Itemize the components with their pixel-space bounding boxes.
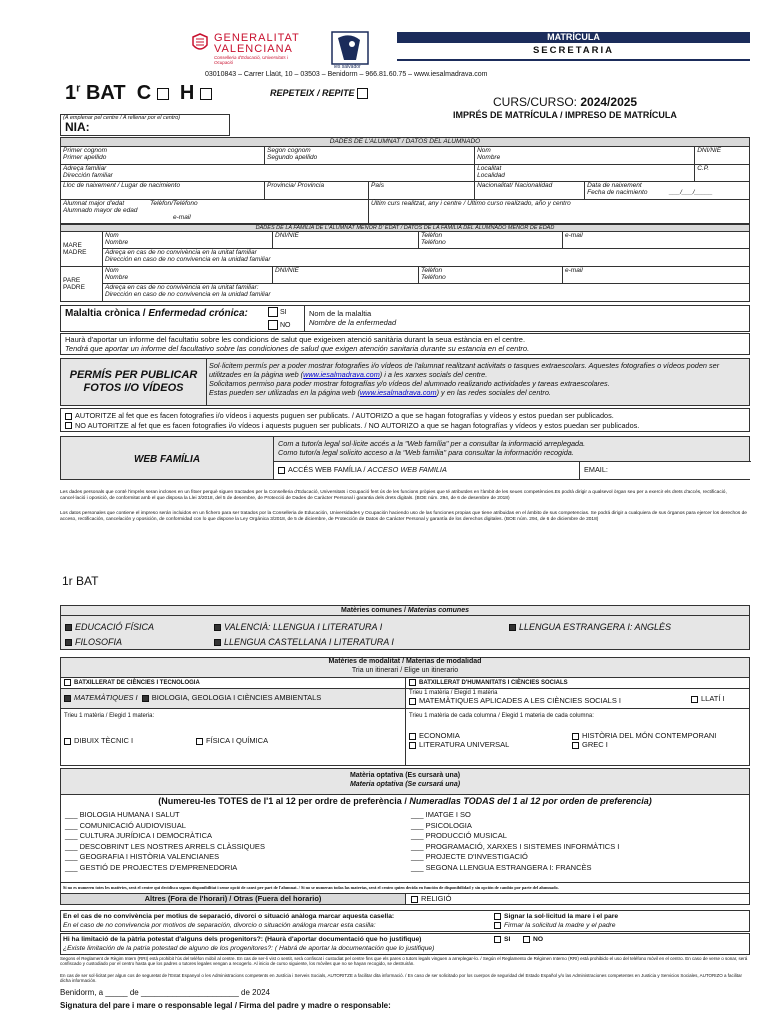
optativa-subject-label: SEGONA LLENGUA ESTRANGERA I: FRANCÈS bbox=[425, 862, 592, 872]
mare-telefon-field[interactable]: Telèfon Teléfono bbox=[419, 232, 563, 249]
optativa-left-item[interactable] bbox=[65, 852, 265, 863]
preference-number-blank[interactable]: ___ bbox=[65, 862, 80, 872]
mare-adreca-field[interactable]: Adreça en cas de no convivència en la unitat familiar Dirección en caso de no convivencia en la unidad familiar bbox=[103, 249, 750, 267]
preference-number-blank[interactable]: ___ bbox=[65, 852, 80, 861]
nia-label: NIA: bbox=[65, 120, 90, 134]
cp-field[interactable]: C.P. bbox=[695, 165, 750, 182]
angles-checkbox bbox=[509, 624, 516, 631]
optativa-subject-label: PROGRAMACIÓ, XARXES I SISTEMES INFORMÀTICS I bbox=[425, 841, 620, 851]
provincia-field[interactable]: Provincia/ Provincia bbox=[265, 182, 369, 200]
web-familia-section bbox=[60, 436, 750, 480]
historia-option[interactable]: HISTÒRIA DEL MÓN CONTEMPORANI bbox=[572, 731, 716, 740]
malaltia-si-option[interactable]: SI bbox=[268, 307, 287, 317]
humanitats-col1 bbox=[409, 731, 509, 749]
humanitats-col2 bbox=[572, 731, 716, 749]
course-title: 1$^r$ BAT C H bbox=[65, 82, 212, 105]
dni-field[interactable]: DNI/NIE bbox=[695, 147, 750, 165]
malaltia-section bbox=[60, 305, 750, 332]
curs-year: 2024/2025 bbox=[580, 95, 638, 109]
repeteix-checkbox[interactable] bbox=[357, 88, 368, 99]
optativa-left-item[interactable] bbox=[65, 810, 265, 821]
materies-modalitat-section bbox=[60, 657, 750, 766]
grec-option[interactable]: GREC I bbox=[572, 740, 716, 749]
preference-number-blank[interactable]: ___ bbox=[411, 831, 426, 840]
mare-label: MARE MADRE bbox=[61, 232, 103, 267]
preference-number-blank[interactable]: ___ bbox=[411, 852, 426, 861]
school-address: 03010843 – Carrer Llaüt, 10 – 03503 – Benidorm – 966.81.60.75 – www.iesalmadrava.com bbox=[205, 71, 488, 78]
preference-number-blank[interactable]: ___ bbox=[411, 841, 426, 851]
fisica-option[interactable]: FÍSICA I QUÍMICA bbox=[196, 736, 268, 745]
pare-email-field[interactable]: e-mail bbox=[563, 267, 750, 284]
generalitat-emblem-icon bbox=[190, 33, 210, 55]
optativa-heading: Matèria optativa (Es cursarà una) Materia optativa (Se cursará una) bbox=[61, 769, 749, 795]
optativa-subject-label: COMUNICACIÓ AUDIOVISUAL bbox=[79, 820, 186, 830]
nom-field[interactable]: Nom Nombre bbox=[475, 147, 695, 165]
humanitats-trieu-2: Trieu 1 matèria de cada columna / Elegid 1 materia de cada columna: bbox=[409, 713, 594, 719]
pais-field[interactable]: País bbox=[369, 182, 475, 200]
optativa-right-item[interactable] bbox=[411, 810, 619, 821]
web-familia-email-field[interactable]: EMAIL: bbox=[579, 461, 751, 479]
adreca-field[interactable]: Adreça familiar Dirección familiar bbox=[61, 165, 475, 182]
mare-email-field[interactable]: e-mail bbox=[563, 232, 750, 249]
mat1-checkbox bbox=[64, 695, 71, 702]
signature-date-line[interactable]: Benidorm, a _____ de ______________________ de 2024 bbox=[60, 988, 270, 997]
materies-comunes-section bbox=[60, 605, 750, 650]
pare-nom-field[interactable]: Nom Nombre bbox=[103, 267, 273, 284]
altres-row bbox=[60, 894, 750, 905]
student-data-heading: DADES DE L'ALUMNAT / DATOS DEL ALUMNADO bbox=[61, 138, 750, 147]
gv-name-1: GENERALITAT bbox=[214, 32, 300, 44]
optativa-left-list bbox=[65, 810, 265, 873]
preference-number-blank[interactable]: ___ bbox=[65, 810, 80, 819]
optativa-subject-label: CULTURA JURÍDICA I DEMOCRÀTICA bbox=[79, 831, 212, 840]
comuna-valencia: VALENCIÀ: LLENGUA I LITERATURA I bbox=[214, 622, 382, 632]
optativa-right-item[interactable] bbox=[411, 842, 619, 853]
ultim-curs-field[interactable]: Últim curs realitzat, any i centre / Último curso realizado, año y centro bbox=[369, 200, 750, 224]
optativa-right-item[interactable] bbox=[411, 831, 619, 842]
school-website-link[interactable]: www.iesalmadrava.com bbox=[303, 370, 380, 379]
mare-nom-field[interactable]: Nom Nombre bbox=[103, 232, 273, 249]
nia-note: (A emplenar pel centre / A rellenar por el centro) bbox=[63, 115, 181, 121]
biologia-checkbox bbox=[142, 695, 149, 702]
school-mark: ies salvador bbox=[334, 64, 361, 70]
economia-option[interactable]: ECONOMIA bbox=[409, 731, 509, 740]
ciencies-checkbox[interactable] bbox=[64, 679, 71, 686]
student-data-section bbox=[60, 137, 750, 224]
literatura-option[interactable]: LITERATURA UNIVERSAL bbox=[409, 740, 509, 749]
materia-optativa-section bbox=[60, 768, 750, 894]
course-h-checkbox[interactable] bbox=[200, 88, 212, 100]
permis-fotos-section bbox=[60, 358, 750, 406]
separacio-answer bbox=[494, 912, 618, 930]
autoritze-options bbox=[60, 408, 750, 432]
signature-label: Signatura del pare i mare o responsable legal / Firma del padre y madre o responsable: bbox=[60, 1001, 391, 1010]
optativa-subject-label: DESCOBRINT LES NOSTRES ARRELS CLÀSSIQUES bbox=[79, 841, 265, 851]
optativa-right-item[interactable] bbox=[411, 852, 619, 863]
patria-potestat-section bbox=[60, 933, 750, 955]
segon-cognom-field[interactable]: Segon cognom Segundo apellido bbox=[265, 147, 475, 165]
permis-text: Sol·licitem permís per a poder mostrar fotografies i/o vídeos de l'alumnat realitzant activitats o tasques extraescolars. Aquestes fotografies o vídeos poden ser utilitzades en la pàgina web (www.iesalmadrava.com) i a les xarxes socials del centre. Solicitamos permiso para poder mostrar fotografías y/o vídeos del alumnado realizando actividades y tareas extraescolares. Estas pueden ser utilizadas en la página web (www.iesalmadrava.com) y en las redes sociales del centro. bbox=[206, 359, 751, 405]
no-autoritze-checkbox[interactable] bbox=[65, 422, 72, 429]
religio-option[interactable]: RELIGIÓ bbox=[411, 894, 451, 904]
optativa-subject-label: PRODUCCIÓ MUSICAL bbox=[425, 831, 507, 840]
autoritze-checkbox[interactable] bbox=[65, 413, 72, 420]
legal-text-es: Los datos personales que contiene el impreso serán incluidos en un fichero para ser tratados por la Conselleria de Educación, Universidades y Ocupación haciendo uso de las funciones propias que tiene atribuidas en el ámbito de sus competencias. Se podrá dirigir a cualquiera de sus órganos para ejercer los derechos de acceso, rectificación, cancelación y oposición, de conformidad con lo que dispone la Ley Orgánica 3/2018, de 5 de diciembre, de Protección de Datos de Carácter Personal y garantía de los derechos digitales. (BOE núm. 294, de 6 de diciembre de 2018) bbox=[60, 511, 747, 522]
web-familia-access-option[interactable]: ACCÉS WEB FAMÍLIA / ACCESO WEB FAMILIA bbox=[273, 461, 579, 479]
family-data-section bbox=[60, 224, 750, 302]
patria-potestat-question: Hi ha limitació de la pàtria potestat d'alguns dels progenitors?: (Haurà d'aportar documentació que ho justifique) ¿Existe limitación de la patria potestad de alguno de los progenitores?: ( Habrá de aportar la documentación que lo justifique) bbox=[63, 936, 435, 952]
matricula-banner: MATRÍCULA bbox=[397, 32, 750, 43]
optativa-right-list bbox=[411, 810, 619, 873]
legal-text-val: Les dades personals que conté l'imprès seran incloses en un fitxer perquè siguen tractades per la Conselleria d'Educació, Universitats i Ocupació fent ús de les funcions pròpies que té atribuïdes en l'àmbit de les seues competències.Es podrà dirigir a qualsevol òrgan seu per a exercir els drets d'accés, rectificació, cancel·lació i oposició, de conformitat amb el que disposa la Llei 3/2018, del 5 de desembre, de Protecció de Dades de Caràcter Personal i garantia dels drets digitals. (BOE núm. 294, de 6 de desembre de 2018) bbox=[60, 490, 727, 501]
humanitats-column bbox=[406, 678, 749, 765]
curs-label: CURS/CURSO: 2024/2025 bbox=[493, 95, 638, 109]
grec-checkbox[interactable] bbox=[572, 742, 579, 749]
signar-mare-pare-checkbox[interactable] bbox=[494, 913, 501, 920]
malaltia-no-checkbox[interactable] bbox=[268, 320, 278, 330]
bat-heading: 1r BAT bbox=[62, 574, 99, 588]
modalitat-heading: Matèries de modalitat / Materias de modalidad Tria un itinerari / Elige un itinerario bbox=[61, 658, 749, 678]
nacionalitat-field[interactable]: Nacionalitat/ Nacionalidad bbox=[475, 182, 585, 200]
primer-cognom-field[interactable]: Primer cognom Primer apellido bbox=[61, 147, 265, 165]
optativa-left-item[interactable] bbox=[65, 842, 265, 853]
separacio-question: En el cas de no convivència per motius de separació, divorci o situació anàloga marcar aquesta casella: En el caso de no convivencia por motivos de separación, divorcio o situación análoga marcar esta casilla: bbox=[63, 913, 395, 929]
impres-title: IMPRÉS DE MATRÍCULA / IMPRESO DE MATRÍCULA bbox=[453, 110, 677, 120]
informe-medic-note: Haurà d'aportar un informe del facultatiu sobre les condicions de salut que exigeixen atenció sanitària durant la seua estància en el centre. Tendrá que aportar un informe del facultativo sobre las condiciones de salud que exigen atención sanitaria durante su estancia en el centro. bbox=[60, 333, 750, 355]
web-familia-checkbox[interactable] bbox=[278, 467, 285, 474]
web-familia-text: Com a tutor/a legal sol·licite accés a la "Web família" per a consultar la informació arreplegada. Como tutor/a legal solicito acceso a la "Web familia" para consultar la información recogida. bbox=[273, 437, 751, 461]
repeteix-label: REPETEIX / REPITE bbox=[270, 88, 368, 99]
malaltia-label: Malaltia crònica / Enfermedad crónica: bbox=[65, 308, 248, 319]
humanitats-option[interactable]: BATXILLERAT D'HUMANITATS I CIÈNCIES SOCIALS bbox=[406, 678, 749, 689]
permis-title: PERMÍS PER PUBLICAR FOTOS I/O VÍDEOS bbox=[69, 369, 198, 394]
optativa-right-item[interactable] bbox=[411, 821, 619, 832]
patria-si-checkbox[interactable] bbox=[494, 936, 501, 943]
valencia-checkbox bbox=[214, 624, 221, 631]
optativa-left-item[interactable] bbox=[65, 821, 265, 832]
web-familia-title: WEB FAMÍLIA bbox=[133, 454, 201, 465]
mat-aplicades-option[interactable]: MATEMÀTIQUES APLICADES A LES CIÈNCIES SOCIALS I bbox=[409, 696, 621, 705]
optativa-subject-label: IMATGE I SO bbox=[425, 810, 471, 819]
optativa-subject-label: GESTIÓ DE PROJECTES D'EMPRENEDORIA bbox=[79, 862, 238, 872]
educacio-fisica-checkbox bbox=[65, 624, 72, 631]
patria-no-checkbox[interactable] bbox=[523, 936, 530, 943]
altres-label: Altres (Fora de l'horari) / Otras (Fuera del horario) bbox=[61, 894, 406, 904]
pare-label: PARE PADRE bbox=[61, 267, 103, 302]
ciencies-column bbox=[61, 678, 406, 765]
security-authorization-text: En cas de ser sol·licitat per algun cos de seguretat de l'Estat Espanyol o les Administracions competents en Justícia i Serveis Socials, AUTORITZE a facilitar dita informació. / En caso de ser solicitado por los cuerpos de seguridad del Estado Español y/o las Administraciones competentes en Justicia y Servicios Sociales, AUTORIZO a facilitar dicha información. bbox=[60, 973, 743, 984]
autoritze-option[interactable]: AUTORITZE al fet que es facen fotografies i/o vídeos i aquests puguen ser publicats. / AUTORIZO a que se hagan fotografías y vídeos y estos puedan ser publicados. bbox=[65, 411, 745, 421]
dibuix-option[interactable]: DIBUIX TÈCNIC I bbox=[64, 736, 133, 745]
mobile-policy-text: Segons el Reglament de Règim Intern (RRI) està prohibit l'ús del telèfon mòbil al centre. En cas de ser-li vist o sentit, serà confiscat i custodiat pel centre fins que els pares o tutors legals vinguen a arreplegar-lo. / Según el Reglamento de Régimen Interno (RRI) está prohibido el uso del teléfono móvil en el centro. En caso de verse o sonar, será confiscado y custodiado por el centro hasta que los padres o tutores legales vengan a recogerlo. Al inicio de curso siguiente, los móviles que no se hayan recogido, se destruirán. bbox=[60, 956, 748, 967]
optativa-subject-label: GEOGRAFIA I HISTÒRIA VALENCIANES bbox=[79, 852, 220, 861]
optativa-subject-label: PSICOLOGIA bbox=[425, 820, 472, 830]
llati-option[interactable]: LLATÍ I bbox=[691, 695, 725, 703]
malaltia-no-option[interactable]: NO bbox=[268, 320, 290, 330]
castellana-checkbox bbox=[214, 639, 221, 646]
no-autoritze-option[interactable]: NO AUTORITZE al fet que es facen fotografies i/o vídeos i aquests puguen ser publicats. / NO AUTORIZO a que se hagan fotografías y vídeos y estos puedan ser publicados. bbox=[65, 421, 745, 431]
preference-number-blank[interactable]: ___ bbox=[411, 862, 426, 872]
optativa-instructions: (Numereu-les TOTES de l'1 al 12 per ordre de preferència / Numeradlas TODAS del 1 al 12 por orden de preferencia) bbox=[158, 796, 652, 806]
dibuix-checkbox[interactable] bbox=[64, 738, 71, 745]
preference-number-blank[interactable]: ___ bbox=[65, 820, 80, 830]
humanitats-trieu-1: Trieu 1 matèria / Elegid 1 matèria MATEMÀTIQUES APLICADES A LES CIÈNCIES SOCIALS I LLATÍ I bbox=[406, 689, 749, 709]
patria-potestat-no-option[interactable]: NO bbox=[523, 935, 543, 944]
optativa-left-item[interactable] bbox=[65, 863, 265, 874]
comuna-castellana: LLENGUA CASTELLANA I LITERATURA I bbox=[214, 637, 394, 647]
lloc-naixement-field[interactable]: Lloc de naixement / Lugar de nacimiento bbox=[61, 182, 265, 200]
comuna-educacio-fisica: EDUCACIÓ FÍSICA bbox=[65, 622, 154, 632]
secretaria-label: SECRETARIA bbox=[532, 45, 615, 56]
optativa-subject-label: PROJECTE D'INVESTIGACIÓ bbox=[425, 852, 528, 861]
preference-number-blank[interactable]: ___ bbox=[411, 820, 426, 830]
nia-box[interactable] bbox=[60, 114, 230, 136]
preference-number-blank[interactable]: ___ bbox=[65, 841, 80, 851]
signar-mare-pare-option[interactable]: Signar la sol·licitud la mare i el pare bbox=[494, 912, 618, 921]
optativa-right-item[interactable] bbox=[411, 863, 619, 874]
major-edat-field[interactable]: Alumnat major d'edat Telèfon/Teléfono Alumnado mayor de edad e-mail bbox=[61, 200, 369, 224]
ciencies-trieu-label: Trieu 1 matèria / Elegid 1 materia: bbox=[64, 713, 155, 719]
school-website-link-es[interactable]: www.iesalmadrava.com bbox=[359, 388, 437, 397]
fisica-checkbox[interactable] bbox=[196, 738, 203, 745]
family-data-heading: DADES DE LA FAMÍLIA DE L'ALUMNAT MENOR D' EDAT / DATOS DE LA FAMILIA DEL ALUMNADO MENOR DE EDAD bbox=[61, 225, 750, 232]
comuna-angles: LLENGUA ESTRANGERA I: ANGLÈS bbox=[509, 622, 671, 632]
gv-name-2: VALENCIANA bbox=[214, 43, 293, 55]
religio-checkbox[interactable] bbox=[411, 896, 418, 903]
optativa-subject-label: BIOLOGIA HUMANA I SALUT bbox=[79, 810, 180, 819]
firmar-madre-padre-checkbox[interactable] bbox=[494, 922, 501, 929]
localitat-field[interactable]: Localitat Localidad bbox=[475, 165, 695, 182]
firmar-madre-padre-option[interactable]: Firmar la solicitud la madre y el padre bbox=[494, 921, 618, 930]
pare-dni-field[interactable]: DNI/NIE bbox=[273, 267, 419, 284]
malaltia-nom-field[interactable]: Nom de la malaltia Nombre de la enfermedad bbox=[304, 306, 400, 331]
preference-number-blank[interactable]: ___ bbox=[65, 831, 80, 840]
mare-dni-field[interactable]: DNI/NIE bbox=[273, 232, 419, 249]
header-rule bbox=[397, 59, 750, 61]
separacio-section bbox=[60, 910, 750, 932]
pare-telefon-field[interactable]: Telèfon Teléfono bbox=[419, 267, 563, 284]
course-c-checkbox[interactable] bbox=[157, 88, 169, 100]
ciencies-option[interactable]: BATXILLERAT DE CIÈNCIES I TECNOLOGIA bbox=[61, 678, 405, 689]
preference-number-blank[interactable]: ___ bbox=[411, 810, 426, 819]
humanitats-checkbox[interactable] bbox=[409, 679, 416, 686]
comunes-heading: Matèries comunes / Materias comunes bbox=[61, 606, 749, 616]
optativa-left-item[interactable] bbox=[65, 831, 265, 842]
optativa-note: Si no es numeren totes les matèries, serà el centre qui decidisca segons disponibilitat i sense opció de canvi per part de l'alumnat. / Si no se numeran todas las materias, será el centro quien decida en función de disponibilidad y sin opción de cambio por parte del alumnado. bbox=[61, 882, 749, 893]
literatura-checkbox[interactable] bbox=[409, 742, 416, 749]
historia-checkbox[interactable] bbox=[572, 733, 579, 740]
filosofia-checkbox bbox=[65, 639, 72, 646]
school-logo bbox=[330, 30, 370, 72]
gv-subtitle: Conselleria d'Educació, Universitats i Ocupació bbox=[214, 55, 288, 65]
ciencies-obligatories: MATEMÀTIQUES I BIOLOGIA, GEOLOGIA I CIÈNCIES AMBIENTALS bbox=[61, 689, 405, 709]
mat-aplicades-checkbox[interactable] bbox=[409, 698, 416, 705]
generalitat-logo bbox=[190, 33, 300, 73]
pare-adreca-field[interactable]: Adreça en cas de no convivència en la unitat familiar: Dirección en caso de no convivencia en la unidad familiar bbox=[103, 284, 750, 302]
comuna-filosofia: FILOSOFIA bbox=[65, 637, 122, 647]
economia-checkbox[interactable] bbox=[409, 733, 416, 740]
llati-checkbox[interactable] bbox=[691, 696, 698, 703]
malaltia-si-checkbox[interactable] bbox=[268, 307, 278, 317]
patria-potestat-si-option[interactable]: SI bbox=[494, 935, 510, 944]
data-naixement-field[interactable]: Data de naixement Fecha de nacimiento ___/___/_____ bbox=[585, 182, 750, 200]
